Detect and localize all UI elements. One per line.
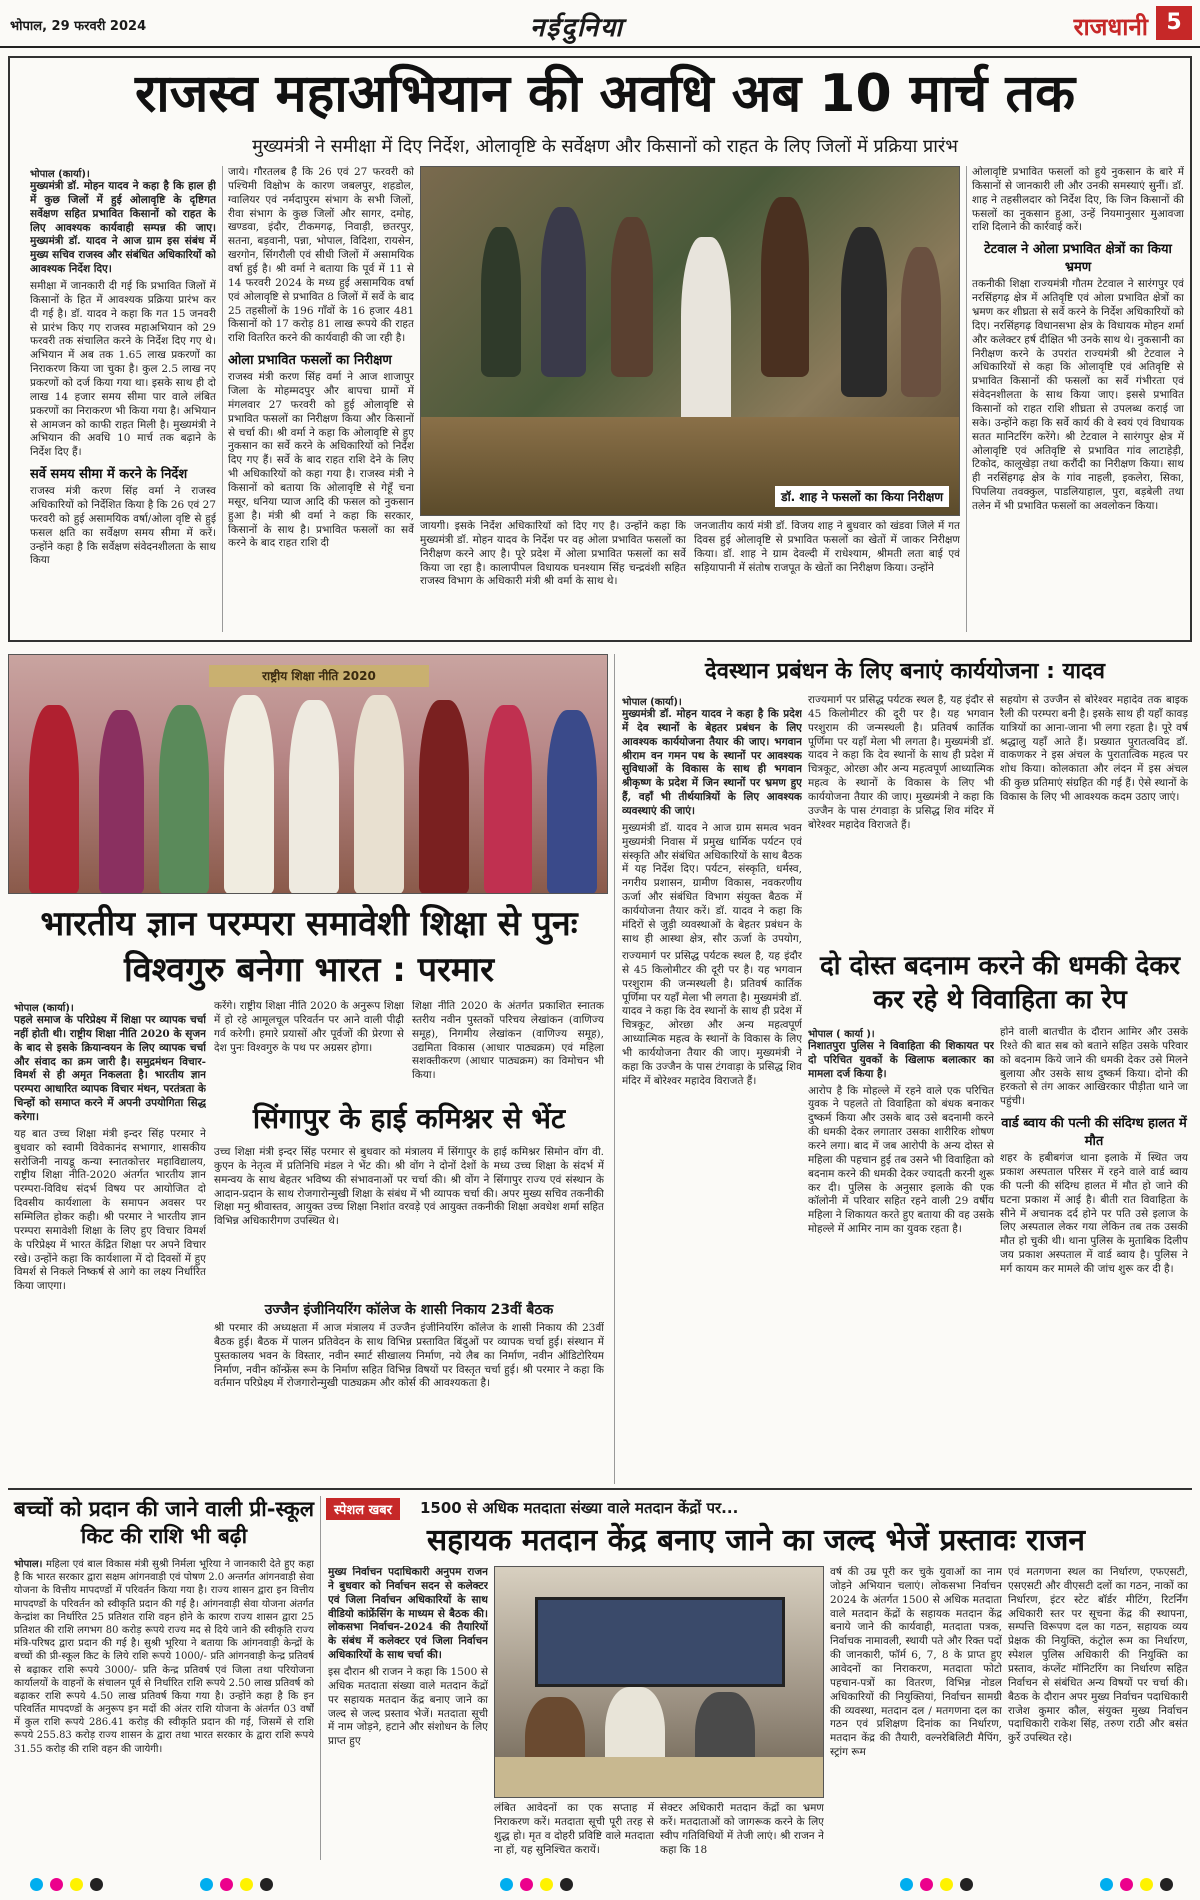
subheading: टेटवाल ने ओला प्रभावित क्षेत्रों का किया भ्रमण	[984, 242, 1172, 276]
paragraph: शिक्षा नीति 2020 के अंतर्गत प्रकाशित स्नातक स्तरीय नवीन पुस्तकों परिचय लेखांकन (वाणिज्य समूह), निगमीय लेखांकन (वाणिज्य समूह), उद्यमिता विकास (आधार पाठ्यक्रम) एवं महिला सशक्तीकरण (आधार पाठ्यक्रम) का विमोचन भी किया।	[412, 1000, 604, 1082]
education-column-1	[14, 1000, 206, 1476]
paragraph: जाये। गौरतलब है कि 26 एवं 27 फरवरी को पश्चिमी विक्षोभ के कारण जबलपुर, शहडोल, ग्वालियर एवं नर्मदापुरम संभाग के सभी जिलों, रीवा संभाग के कुछ जिलों और सागर, दमोह, खण्डवा, इंदौर, टीकमगढ़, निवाड़ी, छतरपुर, सतना, बड़वानी, पन्ना, भोपाल, विदिशा, रायसेन, खरगोन, सिंगरौली एवं सीधी जिलों में असामयिक वर्षा हुई है। श्री वर्मा ने बताया कि पूर्व में 11 से 14 फरवरी 2024 के मध्य हुई असामयिक वर्षा एवं ओलावृष्टि से प्रभावित 8 जिलों में सर्वे के बाद 25 तहसीलों के 196 गाँवों के 16 हजार 481 किसानों को 17 करोड़ 81 लाख रूपये की राहत राशि वितरित करने की कार्यवाही की जा रही है।	[228, 166, 414, 345]
preschool-headline: बच्चों को प्रदान की जाने वाली प्री-स्कूल किट की राशि भी बढ़ी	[14, 1497, 314, 1549]
newspaper-logo: नईदुनिया	[530, 13, 624, 43]
ujjain-subheading: उज्जैन इंजीनियरिंग कॉलेज के शासी निकाय 23वीं बैठक	[264, 1302, 554, 1318]
lead-deck: मुख्यमंत्री ने समीक्षा में दिए निर्देश, ओलावृष्टि के सर्वेक्षण और किसानों को राहत के लिए जिलों में प्रक्रिया प्रारंभ	[252, 136, 958, 157]
photo-caption: डॉ. शाह ने फसलों का किया निरीक्षण	[775, 486, 949, 507]
lead-intro: मुख्यमंत्री डॉ. मोहन यादव ने कहा है कि हाल ही में कुछ जिलों में हुई ओलावृष्टि के दृष्टिगत सर्वेक्षण सहित प्रभावित किसानों को राहत के लिए आवश्यक कार्यवाही सम्पन्न की जाए। मुख्यमंत्री डॉ. यादव ने आज ग्राम इस संबंध में मुख्य सचिव राजस्व और संबंधित अधिकारियों को आवश्यक निर्देश दिए।	[30, 180, 216, 276]
education-column-3	[412, 1000, 604, 1096]
dateline: भोपाल (कार्या)।	[30, 169, 90, 180]
paragraph: मुख्यमंत्री डॉ. यादव ने आज ग्राम समत्व भवन मुख्यमंत्री निवास में प्रमुख धार्मिक पर्यटन एवं संस्कृति और संबंधित अधिकारियों के साथ बैठक में यह निर्देश दिए। पर्यटन, संस्कृति, धर्मस्व, नगरीय प्रशासन, ग्रामीण विकास, नवकरणीय ऊर्जा और संबंधित विभाग संयुक्त बैठक में कार्ययोजना तैयार करें। डॉ. यादव ने कहा कि मंदिरों से जुड़ी व्यवस्थाओं के बेहतर प्रबंधन के साथ ही आस्था क्षेत्र, सौर ऊर्जा के उपयोग,	[622, 821, 802, 944]
devasthan-column-2	[808, 694, 994, 944]
paragraph: तकनीकी शिक्षा राज्यमंत्री गौतम टेटवाल ने सारंगपुर एवं नरसिंहगढ़ क्षेत्र में अतिवृष्टि एवं ओला प्रभावित क्षेत्रों का भ्रमण कर शीघ्रता से सर्वे करने के निर्देश अधिकारियों को दिए। नरसिंहगढ़ विधानसभा क्षेत्र के विधायक मोहन शर्मा और कलेक्टर हर्ष दीक्षित भी उनके साथ थे। नुकसानी का निरीक्षण करने के उपरांत राज्यमंत्री श्री टेटवाल ने अधिकारियों से कहा कि ओलावृष्टि एवं अतिवृष्टि से प्रभावित किसानों की फसलों का सर्वे गंभीरता एवं संवेदनशीलता के साथ किया जाए। इससे प्रभावित किसानों को राहत राशि शीघ्रता से उपलब्ध कराई जा सके। उन्होंने कहा कि सर्वे कार्य की वे स्वयं एवं विधायक सतत मानिटरिंग करेंगे। श्री टेटवाल ने सारंगपुर क्षेत्र में ओलावृष्टि एवं अतिवृष्टि से प्रभावित गांव लाटाहेड़ी, टिकोद, कालूखेड़ा तथा करौंदी का निरीक्षण किया। साथ ही नरसिंहगढ़ क्षेत्र के गांव नाहली, इकलेरा, सिका, पिपलिया तवक्कुल, पाडलियाहाल, पुरा, बड़बेली तथा तलेन में भी प्रभावित फसलों का अवलोकन किया।	[972, 278, 1184, 513]
devasthan-column-3	[1000, 694, 1188, 944]
crime-column-1	[808, 1026, 994, 1478]
special-tag: स्पेशल खबर	[326, 1498, 400, 1520]
column-rule	[320, 1496, 321, 1860]
paragraph: सेक्टर अधिकारी मतदान केंद्रों का भ्रमण करें। मतदाताओं को जागरूक करने के लिए स्वीप गतिविधियों में तेजी लाएं। श्री राजन ने कहा कि 18	[660, 1802, 824, 1856]
issue-date: भोपाल, 29 फरवरी 2024	[10, 19, 147, 34]
education-headline: भारतीय ज्ञान परम्परा समावेशी शिक्षा से पुनः विश्वगुरु बनेगा भारत : परमार	[40, 904, 578, 990]
page-number: 5	[1156, 6, 1192, 40]
print-registration-marks	[0, 1878, 1200, 1894]
paragraph: होने वाली बातचीत के दौरान आमिर और उसके रिश्ते की बात सब को बताने सहित उसके परिवार को बदनाम किये जाने की धमकी देकर उसे मिलने बुलाया और उसके साथ दुष्कर्म किया। दोनो की हरकतो से तंग आकर आखिरकार पीड़ीता थाने जा पहुंची।	[1000, 1026, 1188, 1108]
preschool-body	[14, 1556, 314, 1860]
paragraph: जायगी। इसके निर्देश अधिकारियों को दिए गए है। उन्होंने कहा कि मुख्यमंत्री डॉ. मोहन यादव के निर्देश पर वह ओला प्रभावित फसलों का निरीक्षण करने आए है। पूरे प्रदेश में ओला प्रभावित फसलों का सर्वे किया जा रहा है। कालापीपल विधायक घनश्याम सिंह चन्द्रवंशी सहित राजस्व विभाग के अधिकारी मंत्री श्री वर्मा के साथ थे।	[420, 520, 686, 588]
special-kicker: 1500 से अधिक मतदाता संख्या वाले मतदान केंद्रों पर...	[420, 1499, 739, 1517]
paragraph: करेंगे। राष्ट्रीय शिक्षा नीति 2020 के अनुरूप शिक्षा में हो रहे आमूलचूल परिवर्तन पर आने वाली पीढ़ी गर्व करेगी। हमारे प्रयासों और पूर्वजों की प्रेरणा से देश पुनः विश्वगुरु के पथ पर अग्रसर होगा।	[214, 1000, 404, 1054]
dateline: भोपाल (कार्या)।	[622, 697, 682, 708]
paragraph: यह बात उच्च शिक्षा मंत्री इन्दर सिंह परमार ने बुधवार को स्वामी विवेकानंद सभागार, शासकीय सरोजिनी नायडू कन्या स्नातकोत्तर महाविद्यालय, राष्ट्रीय शिक्षा नीति-2020 अंतर्गत भारतीय ज्ञान परम्परा-विविध संदर्भ विषय पर आयोजित दो दिवसीय कार्यशाला के समापन अवसर पर सम्मिलित होकर कही। श्री परमार ने भारतीय ज्ञान परम्परा समावेशी शिक्षा के लिए हुए विचार विमर्श के परिप्रेक्ष्य में भारत केंद्रित शिक्षा पर अपने विचार रखे। उन्होंने कहा कि कार्यशाला में दो दिवसों में हुए विमर्श से निकले निष्कर्ष से आगे का लक्ष्य निर्धारित किया जाएगा।	[14, 1127, 206, 1293]
lead-intro: मुख्य निर्वाचन पदाधिकारी अनुपम राजन ने बुधवार को निर्वाचन सदन से कलेक्टर एवं जिला निर्वाचन अधिकारियों के साथ वीडियो कांफ्रेंसिंग के माध्यम से बैठक की। लोकसभा निर्वाचन-2024 की तैयारियों के संबंध में कलेक्टर एवं जिला निर्वाचन अधिकारियों के साथ चर्चा की।	[328, 1566, 488, 1662]
section-name: राजधानी	[1073, 12, 1148, 41]
devasthan-column-1	[622, 694, 802, 944]
paragraph: वर्ष की उम्र पूरी कर चुके युवाओं का नाम जोड़ने अभियान चलाएं। लोकसभा निर्वाचन 2024 के अंतर्गत 1500 से अधिक मतदाता वाले मतदान केंद्रों के सहायक मतदान केंद्र बनाये जाने की कार्यवाही, मतदाता पत्रक, निर्वाचक नामावली, स्थायी पते और रिक्त पदों की जानकारी, फॉर्म 6, 7, 8 के प्राप्त हुए आवेदनों का निराकरण, मतदाता फोटो पहचान-पत्रों का वितरण, विभिन्न नोडल अधिकारियों की नियुक्तियां, निर्वाचन सामग्री की व्यवस्था, मतदान दल / मतगणना दल का गठन एवं प्रशिक्षण दिनांक का निर्धारण, मतदान केंद्र की तैयारी, वल्नरेबिलिटी मैपिंग, स्ट्रांग रूम	[830, 1566, 1002, 1759]
paragraph: राजस्व मंत्री करण सिंह वर्मा ने आज शाजापुर जिला के मोहम्मदपुर और बापचा ग्रामों में मंगलवार 27 फरवरी को हुई ओलावृष्टि से प्रभावित फसलों का निरीक्षण किया और किसानों से चर्चा की। श्री वर्मा ने कहा कि ओलावृष्टि से हुए नुकसान का सर्वे करने के अधिकारियों को निर्देश दिए गए हैं। सर्वे के बाद राहत राशि देने के लिए भी अधिकारियों को कहा गया है। राजस्व मंत्री ने किसानों को बताया कि ओलावृष्टि से गेहूँ चना मसूर, धनिया प्याज आदि की फसल को नुकसान हुआ है। मंत्री श्री वर्मा ने कहा कि सरकार, किसानों के साथ है। प्रभावित फसलों का सर्वे करने के बाद राहत राशि दी	[228, 371, 414, 550]
devasthan-headline: देवस्थान प्रबंधन के लिए बनाएं कार्ययोजना : यादव	[705, 659, 1105, 684]
dateline: भोपाल ( कार्या )।	[808, 1029, 875, 1040]
column-rule	[222, 166, 223, 632]
paragraph: ओलावृष्टि प्रभावित फसलों को हुये नुकसान के बारे में किसानों से जानकारी ली और उनकी समस्याएं सुनीं। डॉ. शाह ने तहसीलदार को निर्देश दिए, कि जिन किसानों की फसलों का नुकसान हुआ, उन्हें नियमानुसार मुआवजा राशि दिलाने की कार्रवाई करें।	[972, 166, 1184, 234]
section-divider	[8, 1488, 1192, 1490]
education-column-2	[214, 1000, 404, 1096]
lead-intro: निशातपुरा पुलिस ने विवाहिता की शिकायत पर दो परिचित युवकों के खिलाफ बलात्कार का मामला दर्ज किया है।	[808, 1040, 994, 1080]
special-column-3	[1008, 1566, 1188, 1860]
subheading: वार्ड ब्वाय की पत्नी की संदिग्ध हालत में मौत	[1001, 1116, 1187, 1150]
lead-column-1	[30, 166, 216, 634]
banner-text: राष्ट्रीय शिक्षा नीति 2020	[209, 665, 429, 687]
paragraph: आरोप है कि मोहल्ले में रहने वाले एक परिचित युवक ने पहलते तो विवाहिता को बंधक बनाकर दुष्कर्म किया और उसके बाद उसे बदनामी करने की धमकी देकर लगातार उसका शारीरिक शोषण करने लगा। बाद में जब आरोपी के अन्य दोस्त से महिला की पहचान हुई तब उसने भी विवाहिता को बदनाम करने की धमकी देकर ज्यादती करनी शुरू कर दी। पुलिस के अनुसार इलाके की एक कॉलोनी में परिवार सहित रहने वाली 29 वर्षीय महिला ने शिकायत करते हुए बताया की वह उसके मोहल्ले में आमिर नाम का युवक रहता है।	[808, 1084, 994, 1236]
paragraph: महिला एवं बाल विकास मंत्री सुश्री निर्मला भूरिया ने जानकारी देते हुए कहा है कि भारत सरकार द्वारा सक्षम आंगनवाड़ी एवं पोषण 2.0 अन्तर्गत आंगनवाड़ी सेवा योजना के वित्तीय मापदण्डों में परिवर्तन किया गया है। राज्य शासन द्वारा इन वित्तीय मापदण्डों के परिवर्तन को स्वीकृति प्रदान की गई है। आंगनवाड़ी सेवा योजना अंतर्गत केन्द्रांश का निर्धारित 25 प्रतिशत राशि वहन होने के कारण राज्य शासन द्वारा 25 प्रतिशत की राशि लगभग 80 करोड़ रूपये राज्य मद से दिये जाने की स्वीकृति राज्य मंत्रि-परिषद द्वारा प्रदान की गई है। सुश्री भूरिया ने बताया कि आंगनवाड़ी केन्द्रों के बच्चों की प्री-स्कूल किट के लिये राशि रूपये 1000/- प्रति आंगनवाड़ी केन्द्र प्रतिवर्ष से बढ़ाकर राशि रूपये 3000/- प्रति केन्द्र प्रतिवर्ष एवं जिला तथा परियोजना कार्यालयों के वाहनों के संचालन पूर्व से निर्धारित राशि रूपये 2.50 लाख प्रतिवर्ष को बढ़ाकर राशि रूपये 4.50 लाख प्रतिवर्ष किया गया है। उन्होंने कहा है कि इन परिवर्तित मापदण्डों के अनुरूप इन मदों की अंतर राशि योजना के अंतर्गत 03 वर्षों में कुल राशि रूपये 286.41 करोड़ की स्वीकृति प्रदान की गई, जिसमें से राशि रूपये 255.83 करोड़ राज्य शासन के द्वारा तथा भारत सरकार के द्वारा राशि रूपये 31.55 करोड़ की राशि वहन की जायेगी।	[14, 1559, 314, 1755]
book-launch-photo	[8, 654, 608, 894]
paragraph: राज्यमार्ग पर प्रसिद्ध पर्यटक स्थल है, यह इंदौर से 45 किलोमीटर की दूरी पर है। यह भगवान परशुराम की जन्मस्थली है। प्रतिवर्ष कार्तिक पूर्णिमा पर यहाँ मेला भी लगता है। मुख्यमंत्री डॉ. यादव ने कहा कि देव स्थानों के साथ ही प्रदेश में चित्रकूट, ओरछा और अन्य महत्वपूर्ण आध्यात्मिक महत्व के स्थानों के विकास के लिए भी कार्ययोजना तैयार की जाए। मुख्यमंत्री ने कहा कि उज्जैन के पास टंगवाड़ा के प्रसिद्ध शिव मंदिर में बोरेश्वर महादेव विराजते हैं।	[622, 950, 802, 1087]
ujjain-body	[214, 1322, 604, 1478]
paragraph: लंबित आवेदनों का एक सप्ताह में निराकरण करें। मतदाता सूची पूरी तरह से शुद्ध हो। मृत व दोहरी प्रविष्टि वाले मतदाता ना हों, यह सुनिश्चित करायें।	[494, 1802, 654, 1856]
lead-column-4	[694, 520, 960, 634]
column-rule	[966, 166, 967, 632]
column-rule	[614, 654, 615, 1484]
lead-column-2	[228, 166, 414, 634]
paragraph: जनजातीय कार्य मंत्री डॉ. विजय शाह ने बुधवार को खंडवा जिले में गत दिवस हुई ओलावृष्टि से प्रभावित फसलों का खेतों में जाकर निरीक्षण किया। डॉ. शाह ने ग्राम देवल्दी में राधेश्याम, श्रीमती लता बाई एवं सड़ियापानी में संतोष राजपूत के खेतों का निरीक्षण किया। उन्होंने	[694, 520, 960, 574]
lead-column-3	[420, 520, 686, 634]
subheading: ओला प्रभावित फसलों का निरीक्षण	[228, 353, 392, 369]
lead-intro: मुख्यमंत्री डॉ. मोहन यादव ने कहा है कि प्रदेश में देव स्थानों के बेहतर प्रबंधन के लिए आवश्यक कार्ययोजना तैयार की जाए। भगवान श्रीराम वन गमन पथ के स्थानों पर आवश्यक सुविधाओं के विकास के साथ ही भगवान श्रीकृष्ण के प्रदेश में जिन स्थानों पर भ्रमण हुए हैं, वहाँ भी तीर्थयात्रियों के लिए आवश्यक व्यवस्थाएं की जाएं।	[622, 708, 802, 818]
special-under-photo-2	[660, 1802, 824, 1860]
paragraph: एवं मतगणना स्थल का निर्धारण, एफएसटी, एसएसटी और वीएसटी दलों का गठन, नाकों का निर्धारण, इंटर स्टेट बॉर्डर मीटिंग, रिटर्निंग अधिकारी स्तर पर सूचना केंद्र की स्थापना, सम्पत्ति विरूपण दल का गठन, सहायक व्यय प्रेक्षक की नियुक्ति, कंट्रोल रूम का निर्धारण, स्पेशल पुलिस अधिकारी की नियुक्ति का प्रस्ताव, कंप्लेंट मॉनिटरिंग का निर्धारण सहित निर्वाचन से संबंधित अन्य विषयों पर चर्चा की। बैठक के दौरान अपर मुख्य निर्वाचन पदाधिकारी राजेश कुमार कौल, संयुक्त मुख्य निर्वाचन पदाधिकारी राकेश सिंह, तरुण राठी और बसंत कुर्रे उपस्थित रहे।	[1008, 1566, 1188, 1745]
video-conference-photo	[494, 1566, 824, 1798]
lead-headline: राजस्व महाअभियान की अवधि अब 10 मार्च तक	[134, 64, 1076, 124]
paragraph: समीक्षा में जानकारी दी गई कि प्रभावित जिलों में किसानों के हित में आवश्यक प्रक्रिया प्रारंभ कर दी गई है। डॉ. यादव ने कहा कि गत 15 जनवरी से प्रारंभ किए गए राजस्व महाअभियान को 29 फरवरी तक संचालित करने के निर्देश दिए गए थे। अभियान में अब तक 1.65 लाख प्रकरणों का निराकरण किया जा चुका है। कुल 2.5 लाख नए प्रकरणों को दर्ज किया गया था। इसके साथ ही दो लाख 14 हजार समय सीमा पार वाले लंबित प्रकरणों का निराकरण भी किया गया है। अभियान से आमजन को काफी राहत मिली है। मुख्यमंत्री ने अभियान की अवधि 10 मार्च तक बढ़ाने के निर्देश दिए हैं।	[30, 280, 216, 459]
paragraph: राजस्व मंत्री करण सिंह वर्मा ने राजस्व अधिकारियों को निर्देशित किया है कि 26 एवं 27 फरवरी को हुई असामयिक वर्षा/ओला वृष्टि से हुई फसल क्षति का सर्वेक्षण समय सीमा में करें। उन्होंने कहा है कि सर्वेक्षण संवेदनशीलता के साथ किया	[30, 485, 216, 567]
lead-column-5	[972, 166, 1184, 634]
crime-column-2	[1000, 1026, 1188, 1478]
singapore-headline: सिंगापुर के हाई कमिश्नर से भेंट	[252, 1102, 566, 1135]
farm-inspection-photo	[420, 166, 960, 516]
singapore-body	[214, 1146, 604, 1296]
special-column-2	[830, 1566, 1002, 1860]
page-header	[0, 0, 1200, 48]
paragraph: राज्यमार्ग पर प्रसिद्ध पर्यटक स्थल है, यह इंदौर से 45 किलोमीटर की दूरी पर है। यह भगवान परशुराम की जन्मस्थली है। प्रतिवर्ष कार्तिक पूर्णिमा पर यहाँ मेला भी लगता है। मुख्यमंत्री डॉ. यादव ने कहा कि देव स्थानों के साथ ही प्रदेश में चित्रकूट, ओरछा और अन्य महत्वपूर्ण आध्यात्मिक महत्व के स्थानों के विकास के लिए भी कार्ययोजना तैयार की जाए। मुख्यमंत्री ने कहा कि उज्जैन के पास टंगवाड़ा के प्रसिद्ध शिव मंदिर में बोरेश्वर महादेव विराजते हैं।	[808, 694, 994, 831]
paragraph: सहयोग से उज्जैन से बोरेश्वर महादेव तक बाइक रैली की परम्परा बनी है। इसके साथ ही यहाँ कावड़ यात्रियों का आना-जाना भी लगा रहता है। पूरे वर्ष श्रद्धालु यहाँ आते हैं। प्रख्यात पुरातत्वविद डॉ. वाकणकर ने इस अंचल के पुरातात्विक महत्व पर शोध किया। कोलकाता और लंदन में इस अंचल की कुछ प्रतिमाएं संग्रहित की गई हैं। ऐसे स्थानों के विकास के लिए भी आवश्यक कदम उठाए जाएं।	[1000, 694, 1188, 804]
special-under-photo-1	[494, 1802, 654, 1860]
special-column-1	[328, 1566, 488, 1860]
crime-headline: दो दोस्त बदनाम करने की धमकी देकर कर रहे थे विवाहिता का रेप	[819, 951, 1181, 1015]
dateline: भोपाल।	[14, 1559, 43, 1570]
subheading: सर्वे समय सीमा में करने के निर्देश	[30, 467, 188, 483]
lead-intro: पहले समाज के परिप्रेक्ष्य में शिक्षा पर व्यापक चर्चा नहीं होती थी। राष्ट्रीय शिक्षा नीति 2020 के सृजन के बाद से इसके क्रियान्वयन के लिए व्यापक चर्चा और संवाद का क्रम जारी है। समुद्रमंथन विचार-विमर्श से ही अमृत निकलता है। भारतीय ज्ञान परम्परा आधारित व्यापक विचार मंथन, परतंत्रता के चिन्हों को समाप्त करने में अपनी उपयोगिता सिद्ध करेगा।	[14, 1014, 206, 1124]
devasthan-continued	[622, 950, 802, 1478]
paragraph: इस दौरान श्री राजन ने कहा कि 1500 से अधिक मतदाता संख्या वाले मतदान केंद्रों पर सहायक मतदान केंद्र बनाए जाने का जल्द से जल्द प्रस्ताव भेजें। मतदाता सूची में नाम जोड़ने, हटाने और संशोधन के लिए प्राप्त हुए	[328, 1666, 488, 1748]
paragraph: श्री परमार की अध्यक्षता में आज मंत्रालय में उज्जैन इंजीनियरिंग कॉलेज के शासी निकाय की 23वीं बैठक हुई। बैठक में पालन प्रतिवेदन के साथ विभिन्न प्रस्तावित बिंदुओं पर व्यापक चर्चा हुई। संस्थान में पुस्तकालय भवन के विस्तार, नवीन स्मार्ट सीखालय निर्माण, नये लैब का निर्माण, नवीन ऑडिटोरियम निर्माण, नवीन कॉन्फ्रेंस रूम के निर्माण सहित विभिन्न विषयों पर विस्तृत चर्चा हुई। श्री परमार ने कहा कि वर्तमान परिप्रेक्ष्य में रोजगारोन्मुखी पाठ्यक्रम और कोर्स की आवश्यकता है।	[214, 1322, 604, 1390]
dateline: भोपाल (कार्या)।	[14, 1003, 74, 1014]
paragraph: उच्च शिक्षा मंत्री इन्दर सिंह परमार से बुधवार को मंत्रालय में सिंगापुर के हाई कमिश्नर सिमोन वोंग वी. कुएन के नेतृत्व में प्रतिनिधि मंडल ने भेंट की। श्री वोंग ने दोनों देशों के मध्य उच्च शिक्षा के संदर्भ में समन्वय के साथ बेहतर भविष्य की संभावनाओं पर चर्चा की। श्री वोंग ने सिंगापुर राज्य एवं संस्थान के आदान-प्रदान के साथ रोजगारोन्मुखी शिक्षा के संबंध में भी व्यापक चर्चा की। अपर मुख्य सचिव तकनीकी शिक्षा मनु श्रीवास्तव, आयुक्त उच्च शिक्षा निशांत वरवड़े एवं आयुक्त तकनीकी शिक्षा अवधेश शर्मा सहित विभिन्न अधिकारीगण उपस्थित थे।	[214, 1146, 604, 1228]
special-headline: सहायक मतदान केंद्र बनाए जाने का जल्द भेजें प्रस्तावः राजन	[426, 1523, 1086, 1558]
paragraph: शहर के हबीबगंज थाना इलाके में स्थित जय प्रकाश अस्पताल परिसर में रहने वाले वार्ड ब्वाय की पत्नी की संदिग्ध हालत में मौत हो जाने की घटना प्रकाश में आई है। बीती रात विवाहिता के सीने में अचानक दर्द होने पर पति उसे इलाज के लिए अस्पताल लेकर गया लेकिन तब तक उसकी मौत हो चुकी थी। थाना पुलिस के मुताबिक दिलीप जय प्रकाश अस्पताल में वार्ड ब्वाय है। पुलिस ने मर्ग कायम कर मामले की जांच शुरू कर दी है।	[1000, 1152, 1188, 1276]
